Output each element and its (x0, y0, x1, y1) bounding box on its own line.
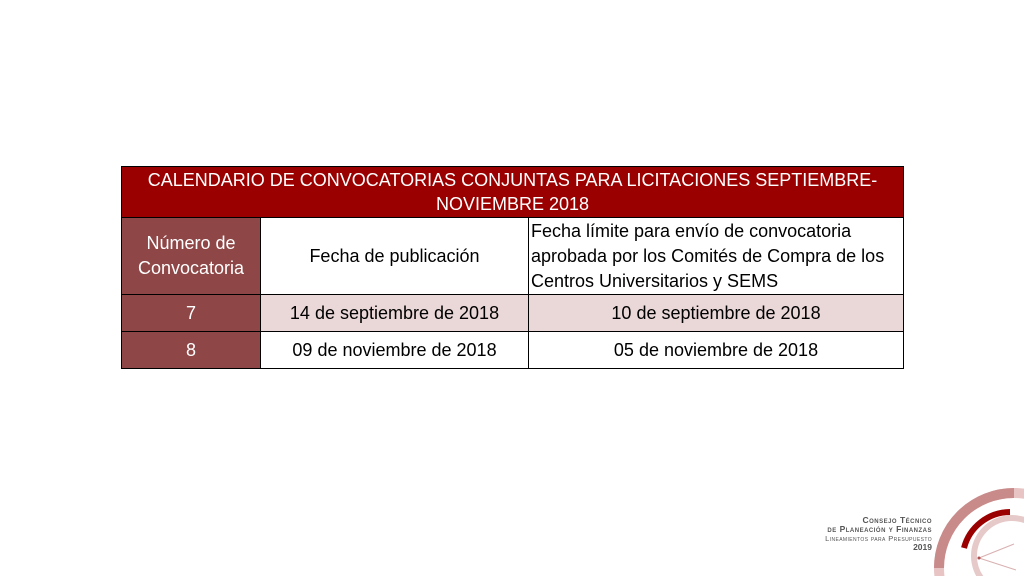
table-row (122, 295, 904, 332)
table-row (122, 332, 904, 369)
row-fecha-publicacion: 09 de noviembre de 2018 (261, 332, 529, 369)
row-fecha-limite: 10 de septiembre de 2018 (529, 295, 904, 332)
table-header-row (122, 218, 904, 295)
header-fecha-publicacion: Fecha de publicación (261, 218, 529, 295)
logo-text (825, 516, 932, 552)
logo-line-1: Consejo Técnico (862, 515, 932, 525)
calendar-table (121, 166, 904, 369)
logo-emblem-icon (934, 486, 1024, 576)
row-fecha-publicacion: 14 de septiembre de 2018 (261, 295, 529, 332)
row-numero: 7 (122, 295, 261, 332)
header-numero-convocatoria: Número de Convocatoria (122, 218, 261, 295)
logo (794, 486, 1024, 576)
table-title-row (122, 167, 904, 218)
logo-line-2: de Planeación y Finanzas (827, 524, 932, 534)
logo-line-3: Lineamientos para Presupuesto (825, 534, 932, 543)
row-fecha-limite: 05 de noviembre de 2018 (529, 332, 904, 369)
logo-line-4: 2019 (913, 542, 932, 552)
header-fecha-limite: Fecha límite para envío de convocatoria aprobada por los Comités de Compra de los Centros Universitarios y SEMS (529, 218, 904, 295)
row-numero: 8 (122, 332, 261, 369)
table-title: CALENDARIO DE CONVOCATORIAS CONJUNTAS PARA LICITACIONES SEPTIEMBRE-NOVIEMBRE 2018 (122, 167, 904, 218)
